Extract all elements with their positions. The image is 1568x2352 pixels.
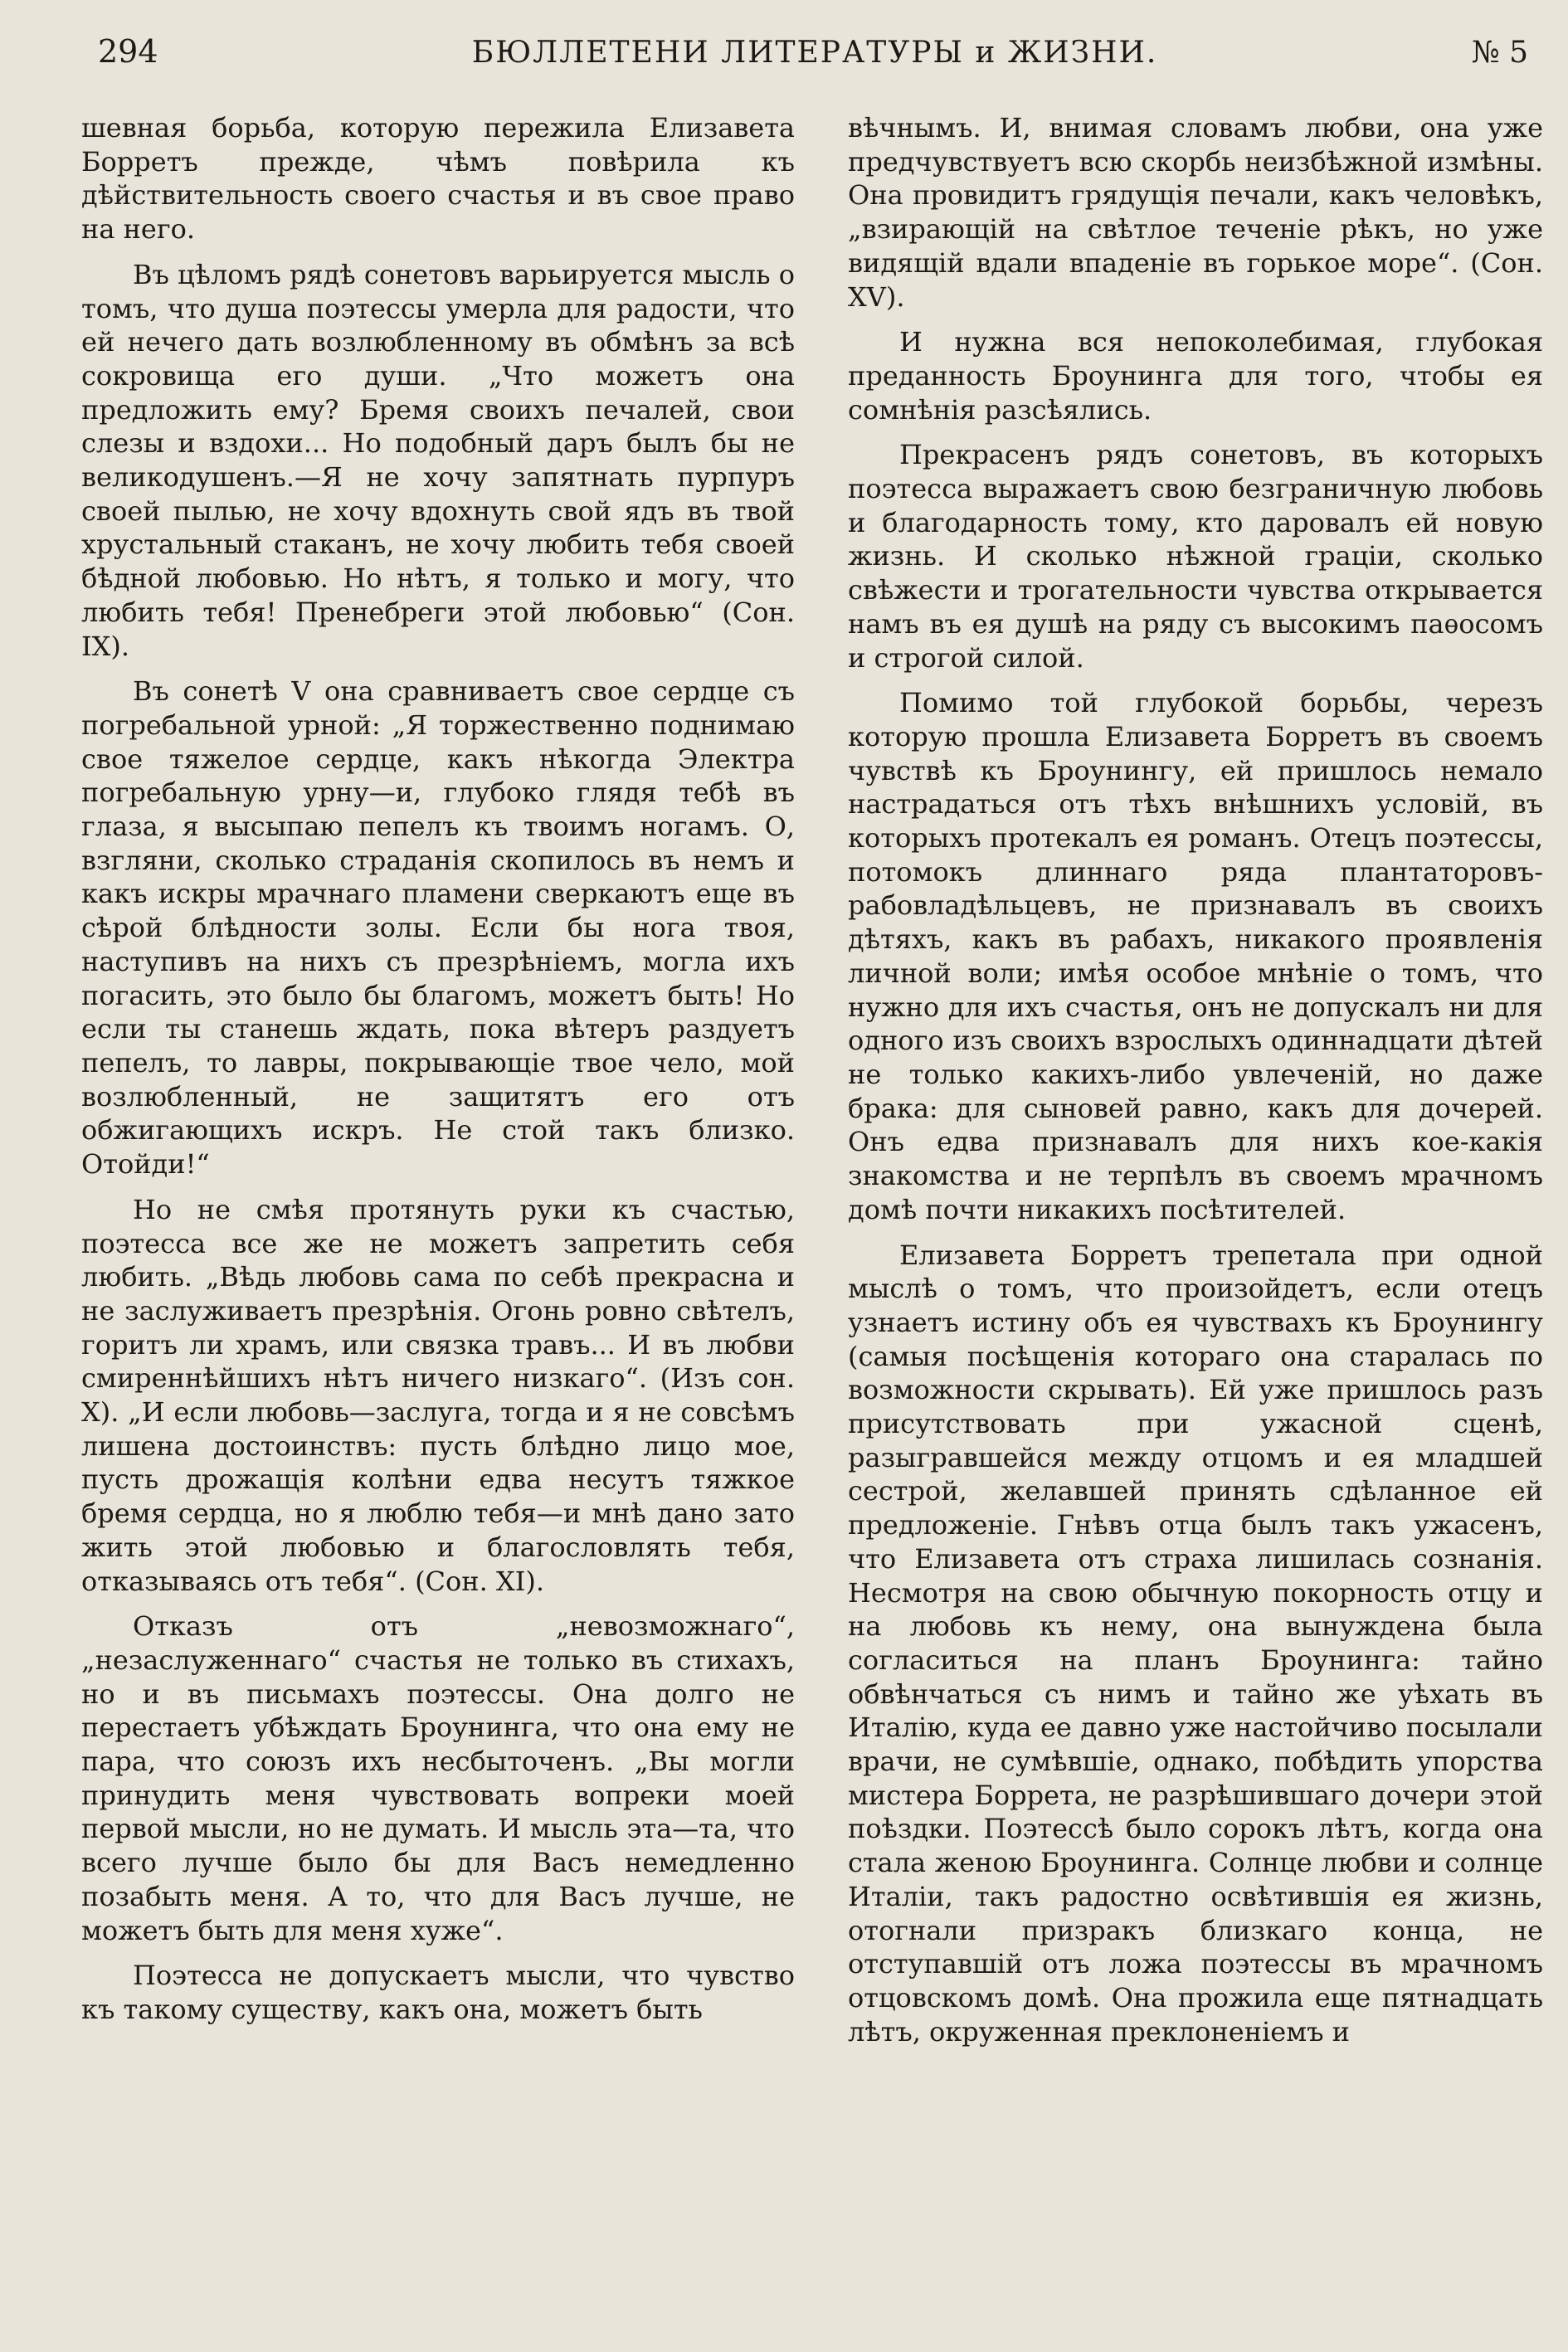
paragraph: Поэтесса не допускаетъ мысли, что чувство къ такому существу, какъ она, можетъ быть [81, 1960, 795, 2025]
paragraph: Отказъ отъ „невозможнаго“, „незаслуженнаго“ счастья не только въ стихахъ, но и въ письмахъ поэтессы. Она долго не перестаетъ убѣждать Броунинга, что она ему не пара, что союзъ ихъ несбыточенъ. „Вы могли принудить меня чувствовать вопреки моей первой мысли, но не думать. И мысль эта—та, что всего лучше было бы для Васъ немедленно позабыть меня. А то, что для Васъ лучше, не можетъ быть для меня хуже“. [81, 1610, 795, 1946]
paragraph: И нужна вся непоколебимая, глубокая преданность Броунинга для того, чтобы ея сомнѣнія разсѣялись. [848, 326, 1543, 426]
paragraph: Но не смѣя протянуть руки къ счастью, поэтесса все же не можетъ запретить себя любить. „Вѣдь любовь сама по себѣ прекрасна и не заслуживаетъ презрѣнія. Огонь ровно свѣтелъ, горитъ ли храмъ, или связка травъ... И въ любви смиреннѣйшихъ нѣтъ ничего низкаго“. (Изъ сон. X). „И если любовь—заслуга, тогда и я не совсѣмъ лишена достоинствъ: пусть блѣдно лицо мое, пусть дрожащія колѣни едва несутъ тяжкое бремя сердца, но я люблю тебя—и мнѣ дано зато жить этой любовью и благословлять тебя, отказываясь отъ тебя“. (Сон. XI). [81, 1193, 795, 1597]
paragraph: Елизавета Борретъ трепетала при одной мыслѣ о томъ, что произойдетъ, если отецъ узнаетъ истину объ ея чувствахъ къ Броунингу (самыя посѣщенія котораго она старалась по возможности скрывать). Ей уже пришлось разъ присутствовать при ужасной сценѣ, разыгравшейся между отцомъ и ея младшей сестрой, желавшей принять сдѣланное ей предложеніе. Гнѣвъ отца былъ такъ ужасенъ, что Елизавета отъ страха лишилась сознанія. Несмотря на свою обычную покорность отцу и на любовь къ нему, она вынуждена была согласиться на планъ Броунинга: тайно обвѣнчаться съ нимъ и тайно же уѣхать въ Италію, куда ее давно уже настойчиво посылали врачи, не сумѣвшіе, однако, побѣдить упорства мистера Боррета, не разрѣшившаго дочери этой поѣздки. Поэтессѣ было сорокъ лѣтъ, когда она стала женою Броунинга. Солнце любви и солнце Италіи, такъ радостно освѣтившія ея жизнь, отогнали призракъ близкаго конца, не отступавшій отъ ложа поэтессы въ мрачномъ отцовскомъ домѣ. Она прожила еще пятнадцать лѣтъ, окруженная преклоненіемъ и [848, 1239, 1543, 2048]
issue-number: № 5 [1471, 36, 1528, 70]
right-column [848, 111, 1543, 2060]
paragraph: Въ цѣломъ рядѣ сонетовъ варьируется мысль о томъ, что душа поэтессы умерла для радости, что ей нечего дать возлюбленному въ обмѣнъ за всѣ сокровища его души. „Что можетъ она предложить ему? Бремя своихъ печалей, свои слезы и вздохи... Но подобный даръ былъ бы не великодушенъ.—Я не хочу запятнать пурпуръ своей пылью, не хочу вдохнуть свой ядъ въ твой хрустальный стаканъ, не хочу любить тебя своей бѣдной любовью. Но нѣтъ, я только и могу, что любить тебя! Пренебреги этой любовью“ (Сон. IX). [81, 258, 795, 662]
paragraph: вѣчнымъ. И, внимая словамъ любви, она уже предчувствуетъ всю скорбь неизбѣжной измѣны. Она провидитъ грядущія печали, какъ человѣкъ, „взирающій на свѣтлое теченіе рѣкъ, но уже видящій вдали впаденіе въ горькое море“. (Сон. XV). [848, 112, 1543, 313]
journal-title: БЮЛЛЕТЕНИ ЛИТЕРАТУРЫ и ЖИЗНИ. [471, 36, 1158, 70]
paragraph: шевная борьба, которую пережила Елизавета Борретъ прежде, чѣмъ повѣрила къ дѣйствительность своего счастья и въ свое право на него. [81, 112, 795, 246]
paragraph: Въ сонетѣ V она сравниваетъ свое сердце съ погребальной урной: „Я торжественно поднимаю свое тяжелое сердце, какъ нѣкогда Электра погребальную урну—и, глубоко глядя тебѣ въ глаза, я высыпаю пепелъ къ твоимъ ногамъ. О, взгляни, сколько страданія скопилось въ немъ и какъ искры мрачнаго пламени сверкаютъ еще въ сѣрой блѣдности золы. Если бы нога твоя, наступивъ на нихъ съ презрѣніемъ, могла ихъ погасить, это было бы благомъ, можетъ быть! Но если ты станешь ждать, пока вѣтеръ раздуетъ пепелъ, то лавры, покрывающіе твое чело, мой возлюбленный, не защитятъ его отъ обжигающихъ искръ. Не стой такъ близко. Отойди!“ [81, 675, 795, 1181]
paragraph: Помимо той глубокой борьбы, черезъ которую прошла Елизавета Борретъ въ своемъ чувствѣ къ Броунингу, ей пришлось немало настрадаться отъ тѣхъ внѣшнихъ условій, въ которыхъ протекалъ ея романъ. Отецъ поэтессы, потомокъ длиннаго ряда плантаторовъ-рабовладѣльцевъ, не признавалъ въ своихъ дѣтяхъ, какъ въ рабахъ, никакого проявленія личной воли; имѣя особое мнѣніе о томъ, что нужно для ихъ счастья, онъ не допускалъ ни для одного изъ своихъ взрослыхъ одиннадцати дѣтей не только какихъ-либо увлеченій, но даже брака: для сыновей равно, какъ для дочерей. Онъ едва признавалъ для нихъ кое-какія знакомства и не терпѣлъ въ своемъ мрачномъ домѣ почти никакихъ посѣтителей. [848, 687, 1543, 1225]
left-column [81, 111, 795, 2038]
paragraph: Прекрасенъ рядъ сонетовъ, въ которыхъ поэтесса выражаетъ свою безграничную любовь и благодарность тому, кто даровалъ ей новую жизнь. И сколько нѣжной граціи, сколько свѣжести и трогательности чувства открывается намъ въ ея душѣ на ряду съ высокимъ паѳосомъ и строгой силой. [848, 439, 1543, 674]
page-number: 294 [98, 33, 158, 70]
running-header [98, 33, 1528, 83]
